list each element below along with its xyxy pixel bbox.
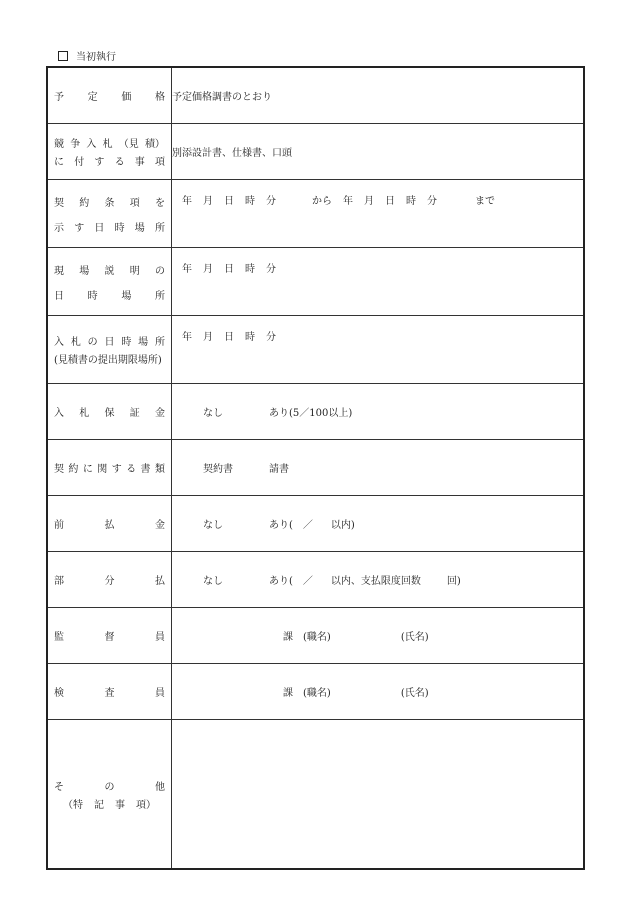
form-row-competitive-bid [47, 124, 584, 180]
text-fragment: 回) [446, 576, 461, 587]
text-fragment: る [114, 157, 125, 168]
row-value [172, 180, 585, 248]
text-fragment: の [104, 781, 115, 793]
text-fragment: 条 [104, 197, 115, 209]
text-fragment: 検 [54, 688, 64, 699]
text-fragment: の [155, 265, 165, 277]
text-fragment: （見 [118, 139, 139, 150]
text-fragment: 札 [79, 408, 90, 419]
competitive-bid-value: 別添設計書、仕様書、口頭 [172, 148, 292, 159]
text-fragment: 払 [104, 520, 115, 531]
text-fragment: 年 [343, 196, 353, 207]
text-fragment: 証 [129, 408, 140, 419]
text-fragment: に [82, 464, 93, 475]
inspector-fields [172, 684, 583, 699]
checkbox[interactable] [58, 51, 68, 61]
text-fragment: 月 [203, 264, 213, 275]
text-fragment: 分 [266, 332, 276, 343]
text-fragment: 場 [138, 337, 149, 348]
text-fragment: から [312, 196, 332, 207]
text-fragment: 日 [54, 290, 64, 302]
text-fragment: 以内) [330, 520, 355, 531]
row-label [47, 316, 172, 384]
row-label [47, 248, 172, 316]
text-fragment: 契 [54, 197, 64, 209]
row-value [172, 67, 585, 124]
text-fragment: 時 [406, 196, 416, 207]
row-value [172, 440, 585, 496]
contract-documents-options [172, 460, 583, 475]
text-fragment: 場 [134, 222, 145, 234]
row-label [47, 124, 172, 180]
text-fragment: 定 [87, 92, 98, 103]
text-fragment: 札 [70, 337, 81, 348]
form-row-bid-bond [47, 384, 584, 440]
text-fragment: 時 [121, 337, 132, 348]
text-fragment: あり(5／100以上) [269, 408, 353, 419]
site-explanation-datetime [172, 260, 583, 275]
text-fragment: 月 [364, 196, 374, 207]
text-fragment: 事 [134, 157, 145, 168]
text-fragment: 部 [54, 576, 64, 587]
form-row-bid-datetime [47, 316, 584, 384]
partial-payment-options [172, 572, 583, 587]
text-fragment: 事 [115, 799, 125, 811]
text-fragment: 日 [385, 196, 395, 207]
text-fragment: 保 [104, 408, 115, 419]
text-fragment: 項 [154, 157, 165, 168]
text-fragment: 書 [140, 464, 151, 475]
bid-datetime [172, 328, 583, 343]
form-row-supervisor [47, 608, 584, 664]
text-fragment: の [87, 337, 98, 348]
row-label [47, 664, 172, 720]
text-fragment: 時 [245, 332, 255, 343]
text-fragment: 月 [203, 196, 213, 207]
text-fragment: 時 [245, 196, 255, 207]
supervisor-fields [172, 628, 583, 643]
text-fragment: 場 [121, 290, 132, 302]
bid-bond-options [172, 404, 583, 419]
text-fragment: 記 [94, 799, 104, 811]
text-fragment: 前 [54, 520, 64, 531]
text-fragment: 員 [155, 688, 165, 699]
text-fragment: 分 [427, 196, 437, 207]
row-value [172, 664, 585, 720]
text-fragment: まで [475, 196, 495, 207]
row-label [47, 440, 172, 496]
form-row-inspector [47, 664, 584, 720]
text-fragment: 予 [54, 92, 64, 103]
text-fragment: 金 [155, 520, 165, 531]
row-label [47, 384, 172, 440]
row-label [47, 180, 172, 248]
text-fragment: 示 [54, 222, 64, 234]
header-title: 当初執行 [76, 52, 116, 63]
text-fragment: なし [203, 520, 223, 531]
row-value [172, 248, 585, 316]
text-fragment: 所 [154, 337, 165, 348]
text-fragment: る [126, 464, 137, 475]
text-fragment: 約 [79, 197, 90, 209]
text-fragment: 入 [54, 408, 64, 419]
text-fragment: あり( [269, 520, 293, 531]
text-fragment: 年 [182, 264, 192, 275]
form-row-site-explanation [47, 248, 584, 316]
text-fragment: 年 [182, 332, 192, 343]
text-fragment: 付 [74, 157, 85, 168]
text-fragment: あり( [269, 576, 293, 587]
text-fragment: 明 [129, 265, 140, 277]
text-fragment: す [111, 464, 122, 475]
text-fragment: 督 [104, 632, 115, 643]
text-fragment: 課 [283, 688, 293, 699]
text-fragment: 日 [224, 332, 234, 343]
text-fragment: ／ [302, 576, 313, 587]
text-fragment: 員 [155, 632, 165, 643]
text-fragment: 日 [224, 264, 234, 275]
planned-price-value: 予定価格調書のとおり [172, 92, 272, 103]
text-fragment: 他 [155, 781, 165, 793]
text-fragment: 分 [266, 264, 276, 275]
text-fragment: 格 [154, 92, 165, 103]
text-fragment: 月 [203, 332, 213, 343]
row-value [172, 316, 585, 384]
text-fragment: 現 [54, 265, 64, 277]
form-row-partial-payment [47, 552, 584, 608]
row-label [47, 496, 172, 552]
text-fragment: そ [54, 781, 64, 793]
text-fragment: 入 [86, 139, 97, 150]
text-fragment: 競 [54, 139, 64, 150]
text-fragment: 積） [144, 139, 165, 150]
text-fragment: 契 [54, 464, 64, 475]
text-fragment: す [74, 222, 85, 234]
form-header [58, 48, 116, 63]
text-fragment: ／ [302, 520, 313, 531]
text-fragment: 関 [97, 464, 108, 475]
text-fragment: (氏名) [400, 632, 429, 643]
text-fragment: 項 [129, 197, 140, 209]
text-fragment: 請書 [269, 464, 289, 475]
form-row-advance-payment [47, 496, 584, 552]
text-fragment: 分 [266, 196, 276, 207]
text-fragment: 入 [54, 337, 64, 348]
text-fragment: 説 [104, 265, 115, 277]
text-fragment: に [54, 157, 64, 168]
text-fragment: 所 [154, 222, 165, 234]
text-fragment: 日 [104, 337, 115, 348]
row-value [172, 496, 585, 552]
text-fragment: 約 [68, 464, 79, 475]
text-fragment: 時 [87, 290, 98, 302]
advance-payment-options [172, 516, 583, 531]
text-fragment: 時 [114, 222, 125, 234]
text-fragment: (職名) [303, 688, 331, 699]
text-fragment: 分 [104, 576, 115, 587]
text-fragment: 時 [245, 264, 255, 275]
other-notes-field[interactable] [172, 720, 585, 870]
text-fragment: を [155, 197, 165, 209]
text-fragment: なし [203, 576, 223, 587]
row-value [172, 552, 585, 608]
text-fragment: 払 [155, 576, 165, 587]
text-fragment: 監 [54, 632, 64, 643]
row-value [172, 608, 585, 664]
text-fragment: 類 [154, 464, 165, 475]
row-label [47, 552, 172, 608]
form-row-other [47, 720, 584, 870]
text-fragment: 年 [182, 196, 192, 207]
row-label [47, 67, 172, 124]
text-fragment: 価 [121, 92, 132, 103]
row-label [47, 608, 172, 664]
text-fragment: なし [203, 408, 223, 419]
form-row-contract-documents [47, 440, 584, 496]
text-fragment: 以内、支払限度回数 [330, 576, 421, 587]
text-fragment: 日 [94, 222, 105, 234]
form-row-planned-price [47, 67, 584, 124]
row-value [172, 124, 585, 180]
text-fragment: す [94, 157, 105, 168]
text-fragment: 日 [224, 196, 234, 207]
text-fragment: 契約書 [203, 464, 233, 475]
row-label [47, 720, 172, 870]
text-fragment: 争 [70, 139, 81, 150]
text-fragment: 金 [155, 408, 165, 419]
text-fragment: (職名) [303, 632, 331, 643]
text-fragment: 所 [154, 290, 165, 302]
contract-form-table [46, 66, 585, 870]
text-fragment: （特 [63, 799, 83, 811]
text-fragment: 項） [136, 799, 156, 811]
text-fragment: (氏名) [400, 688, 429, 699]
form-row-contract-terms [47, 180, 584, 248]
text-fragment: 課 [283, 632, 293, 643]
contract-terms-datetime [172, 192, 583, 207]
row-value [172, 384, 585, 440]
text-fragment: (見積書の提出期限場所) [54, 355, 162, 366]
text-fragment: 場 [79, 265, 90, 277]
text-fragment: 査 [104, 688, 115, 699]
text-fragment: 札 [102, 139, 113, 150]
